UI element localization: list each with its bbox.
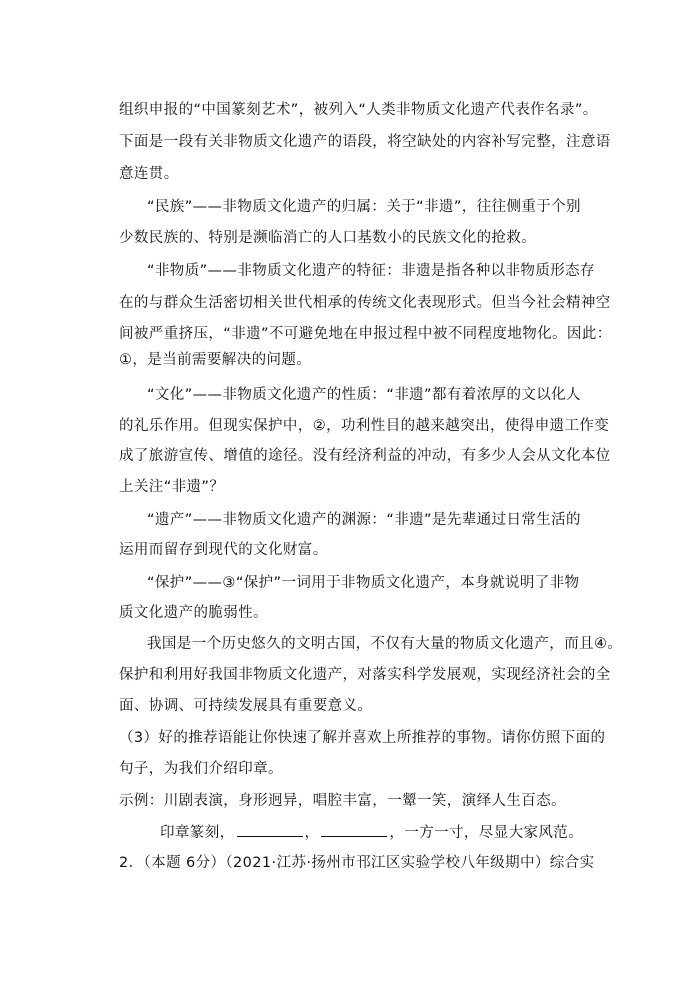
text-line: 间被严重挤压，“非遗”不可避免地在申报过程中被不同程度地物化。因此： — [119, 326, 612, 342]
text-line: 成了旅游宣传、增值的途径。没有经济利益的冲动，有多少人会从文化本位 — [119, 448, 611, 464]
text-line: 意连贯。 — [119, 166, 179, 182]
text-line: ①，是当前需要解决的问题。 — [119, 352, 312, 368]
text-line: 下面是一段有关非物质文化遗产的语段，将空缺处的内容补写完整，注意语 — [119, 134, 611, 150]
answer-blank-1 — [237, 822, 303, 837]
answer-blank-2 — [321, 822, 387, 837]
text-line: 运用而留存到现代的文化财富。 — [119, 542, 328, 558]
paragraph-minzu-line: “民族”——非物质文化遗产的归属：关于“非遗”，往往侧重于个别 — [147, 199, 581, 215]
paragraph-baohu-line: “保护”——③“保护”一词用于非物质文化遗产，本身就说明了非物 — [147, 575, 580, 591]
text-line: 组织申报的“中国篆刻艺术”，被列入“人类非物质文化遗产代表作名录”。 — [119, 102, 598, 118]
text-line: 在的与群众生活密切相关世代相承的传统文化表现形式。但当今社会精神空 — [119, 295, 611, 311]
paragraph-wenhua-line: “文化”——非物质文化遗产的性质：“非遗”都有着浓厚的文以化人 — [147, 387, 581, 403]
stamp-suffix: ，一方一寸，尽显大家风范。 — [389, 825, 584, 841]
text-line: 上关注“非遗”？ — [119, 479, 225, 495]
question-3-line: （3）好的推荐语能让你快速了解并喜欢上所推荐的事物。请你仿照下面的 — [119, 730, 606, 746]
text-line: 少数民族的、特别是濒临消亡的人口基数小的民族文化的抢救。 — [119, 230, 537, 246]
text-line: 面、协调、可持续发展具有重要意义。 — [119, 698, 373, 714]
paragraph-feiwuzhi-line: “非物质”——非物质文化遗产的特征：非遗是指各种以非物质形态存 — [147, 263, 595, 279]
text-line: 的礼乐作用。但现实保护中，②，功利性目的越来越突出，使得申遗工作变 — [119, 418, 610, 434]
question-2-header: 2．（本题 6分）（2021·江苏·扬州市邗江区实验学校八年级期中）综合实 — [119, 855, 595, 871]
stamp-separator: ， — [304, 825, 320, 841]
text-line: 质文化遗产的脆弱性。 — [119, 605, 268, 621]
stamp-prefix: 印章篆刻， — [160, 825, 235, 841]
stamp-answer-line — [160, 822, 583, 843]
paragraph-yichan-line: “遗产”——非物质文化遗产的渊源：“非遗”是先辈通过日常生活的 — [147, 512, 581, 528]
example-line: 示例：川剧表演，身形迥异，唱腔丰富，一颦一笑，演绎人生百态。 — [119, 793, 566, 809]
text-line: 保护和利用好我国非物质文化遗产，对落实科学发展观，实现经济社会的全 — [119, 667, 611, 683]
text-line: 句子，为我们介绍印章。 — [119, 761, 283, 777]
paragraph-summary-line: 我国是一个历史悠久的文明古国，不仅有大量的物质文化遗产，而且④。 — [147, 636, 623, 652]
